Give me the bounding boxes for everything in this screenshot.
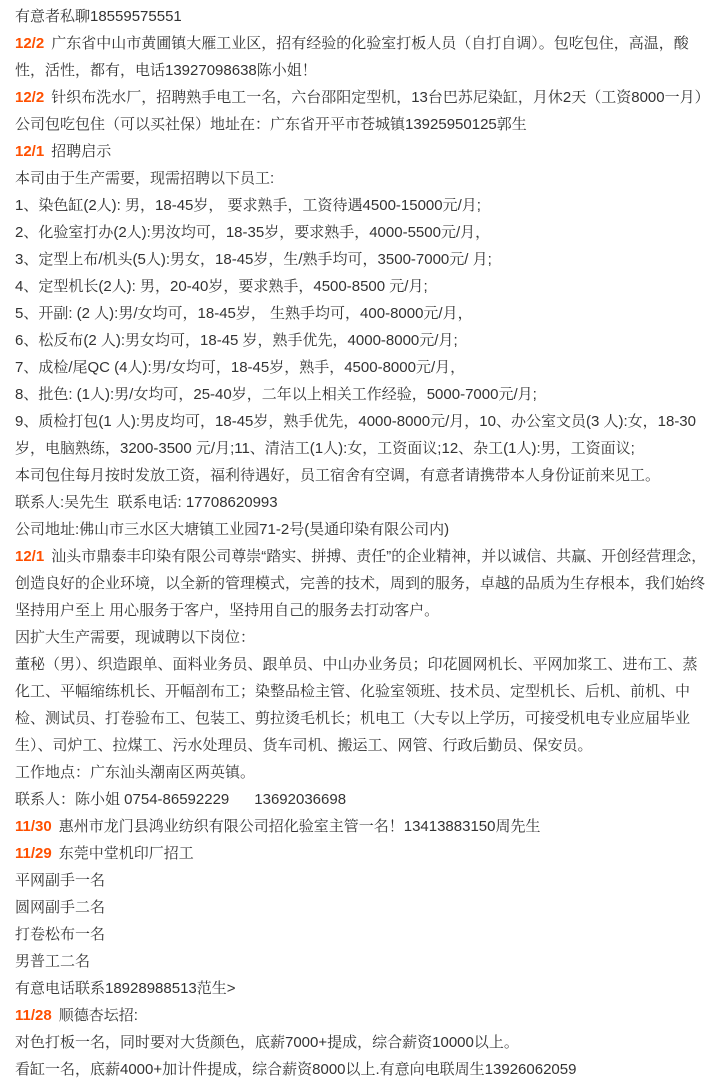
post-text: 广东省中山市黄圃镇大雁工业区，招有经验的化验室打板人员（自打自调）。包吃包住，高温，酸性，活性，都有，电话13927098638陈小姐！ bbox=[15, 35, 689, 79]
post-date-label: 11/30 bbox=[15, 818, 52, 835]
job-post-paragraph bbox=[15, 30, 708, 84]
job-post-paragraph bbox=[15, 867, 708, 894]
post-text: 本司包住每月按时发放工资，福利待遇好，员工宿舍有空调，有意者请携带本人身份证前来见工。 bbox=[15, 467, 661, 484]
job-post-paragraph bbox=[15, 894, 708, 921]
job-post-paragraph bbox=[15, 759, 708, 786]
job-post-paragraph bbox=[15, 948, 708, 975]
post-text: 1、染色缸(2人): 男，18-45岁， 要求熟手，工资待遇4500-15000元/月; bbox=[15, 197, 481, 214]
post-text: 8、批色: (1人):男/女均可，25-40岁，二年以上相关工作经验，5000-7000元/月; bbox=[15, 386, 537, 403]
job-post-paragraph bbox=[15, 462, 708, 489]
post-text: 看缸一名，底薪4000+加计件提成，综合薪资8000以上.有意向电联周生13926062059 bbox=[15, 1061, 577, 1078]
post-text: 联系人:吴先生 联系电话: 17708620993 bbox=[15, 494, 278, 511]
post-date-label: 11/28 bbox=[15, 1007, 52, 1024]
job-post-paragraph bbox=[15, 300, 708, 327]
post-date-label: 12/2 bbox=[15, 35, 45, 52]
job-post-paragraph bbox=[15, 192, 708, 219]
job-post-paragraph bbox=[15, 381, 708, 408]
job-post-paragraph bbox=[15, 516, 708, 543]
post-text: 4、定型机长(2人): 男，20-40岁，要求熟手，4500-8500 元/月; bbox=[15, 278, 428, 295]
job-post-paragraph bbox=[15, 138, 708, 165]
post-date-label: 12/1 bbox=[15, 143, 45, 160]
post-text: 针织布洗水厂，招聘熟手电工一名，六台邵阳定型机，13台巴苏尼染缸，月休2天（工资8000一月）公司包吃包住（可以买社保）地址在：广东省开平市苍城镇13925950125郭生 bbox=[15, 89, 703, 133]
post-text: 9、质检打包(1 人):男皮均可，18-45岁，熟手优先，4000-8000元/月，10、办公室文员(3 人):女，18-30岁，电脑熟练，3200-3500 元/月;11、清洁工(1人):女，工资面议;12、杂工(1人):男，工资面议; bbox=[15, 413, 696, 457]
job-post-paragraph bbox=[15, 165, 708, 192]
job-post-paragraph bbox=[15, 1002, 708, 1029]
post-text: 东莞中堂机印厂招工 bbox=[58, 845, 194, 862]
post-text: 本司由于生产需要，现需招聘以下员工: bbox=[15, 170, 275, 187]
job-post-paragraph bbox=[15, 813, 708, 840]
post-text: 工作地点：广东汕头潮南区两英镇。 bbox=[15, 764, 256, 781]
job-post-paragraph bbox=[15, 1029, 708, 1056]
job-post-paragraph bbox=[15, 975, 708, 1002]
job-post-paragraph bbox=[15, 651, 708, 759]
post-text: 联系人：陈小姐 0754-86592229 13692036698 bbox=[15, 791, 347, 808]
job-post-paragraph bbox=[15, 219, 708, 246]
post-text: 3、定型上布/机头(5人):男女，18-45岁，生/熟手均可，3500-7000元/ 月; bbox=[15, 251, 492, 268]
post-date-label: 12/1 bbox=[15, 548, 45, 565]
job-post-paragraph bbox=[15, 354, 708, 381]
post-text: 7、成检/尾QC (4人):男/女均可，18-45岁，熟手，4500-8000元/月， bbox=[15, 359, 466, 376]
post-text: 因扩大生产需要，现诚聘以下岗位： bbox=[15, 629, 256, 646]
job-post-paragraph bbox=[15, 624, 708, 651]
post-text: 有意者私聊18559575551 bbox=[15, 8, 182, 25]
post-text: 有意电话联系18928988513范生> bbox=[15, 980, 236, 997]
post-text: 惠州市龙门县鸿业纺织有限公司招化验室主管一名！13413883150周先生 bbox=[58, 818, 541, 835]
job-post-paragraph bbox=[15, 1056, 708, 1083]
post-text: 打卷松布一名 bbox=[15, 926, 106, 943]
post-text: 2、化验室打办(2人):男汝均可，18-35岁，要求熟手，4000-5500元/月， bbox=[15, 224, 491, 241]
post-date-label: 12/2 bbox=[15, 89, 45, 106]
post-text: 董秘（男）、织造跟单、面料业务员、跟单员、中山办业务员；印花圆网机长、平网加浆工、进布工、蒸化工、平幅缩练机长、开幅剖布工；染整品检主管、化验室领班、技术员、定型机长、后机、前机、中检、测试员、打卷验布工、包装工、剪拉烫毛机长；机电工（大专以上学历，可接受机电专业应届毕业生）、司炉工、拉煤工、污水处理员、货车司机、搬运工、网管、行政后勤员、保安员。 bbox=[15, 656, 698, 754]
post-text: 圆网副手二名 bbox=[15, 899, 106, 916]
job-post-paragraph bbox=[15, 921, 708, 948]
job-post-paragraph bbox=[15, 408, 708, 462]
job-post-paragraph bbox=[15, 840, 708, 867]
post-text: 公司地址:佛山市三水区大塘镇工业园71-2号(昊通印染有限公司内) bbox=[15, 521, 450, 538]
post-text: 汕头市鼎泰丰印染有限公司尊崇“踏实、拼搏、责任”的企业精神，并以诚信、共赢、开创经营理念，创造良好的企业环境，以全新的管理模式，完善的技术，周到的服务，卓越的品质为生存根本，我们始终坚持用户至上 用心服务于客户，坚持用自己的服务去打动客户。 bbox=[15, 548, 707, 619]
post-text: 招聘启示 bbox=[51, 143, 112, 160]
post-text: 顺德杏坛招: bbox=[58, 1007, 138, 1024]
job-post-paragraph bbox=[15, 543, 708, 624]
post-text: 6、松反布(2 人):男女均可，18-45 岁，熟手优先，4000-8000元/月; bbox=[15, 332, 458, 349]
job-post-paragraph bbox=[15, 273, 708, 300]
job-post-paragraph bbox=[15, 786, 708, 813]
job-post-paragraph bbox=[15, 489, 708, 516]
job-post-paragraph bbox=[15, 84, 708, 138]
post-text: 5、开副: (2 人):男/女均可，18-45岁， 生熟手均可，400-8000元/月， bbox=[15, 305, 473, 322]
post-text: 男普工二名 bbox=[15, 953, 91, 970]
job-post-paragraph bbox=[15, 3, 708, 30]
post-text: 对色打板一名，同时要对大货颜色，底薪7000+提成，综合薪资10000以上。 bbox=[15, 1034, 519, 1051]
post-text: 平网副手一名 bbox=[15, 872, 106, 889]
post-date-label: 11/29 bbox=[15, 845, 52, 862]
job-post-paragraph bbox=[15, 246, 708, 273]
job-post-paragraph bbox=[15, 327, 708, 354]
